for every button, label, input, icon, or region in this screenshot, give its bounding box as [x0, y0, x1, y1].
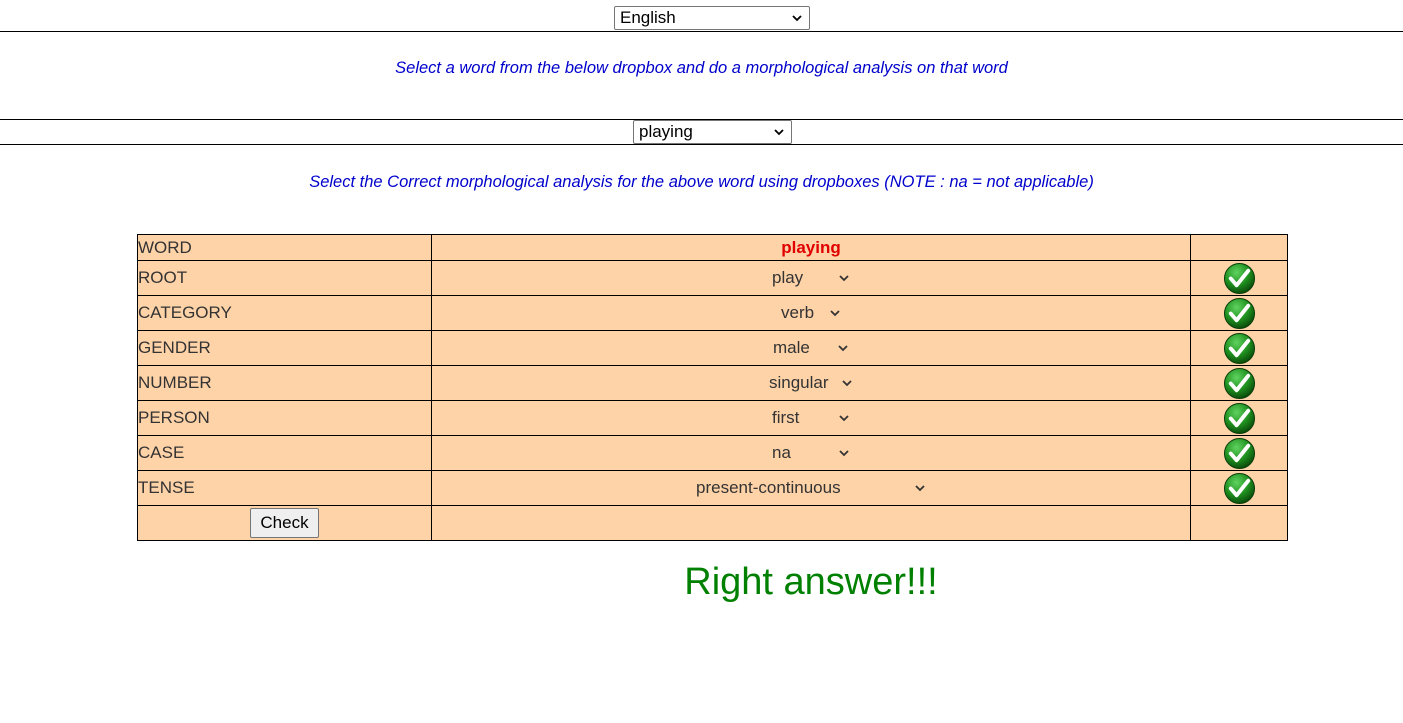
category-status-cell — [1191, 296, 1288, 331]
check-icon — [1223, 262, 1256, 295]
tense-status-cell — [1191, 471, 1288, 506]
check-icon — [1223, 472, 1256, 505]
tense-select-value: present-continuous — [696, 478, 841, 497]
word-label: WORD — [138, 235, 432, 261]
person-select[interactable] — [768, 406, 854, 430]
check-button-cell — [138, 506, 432, 541]
check-button[interactable]: Check — [250, 508, 318, 538]
tense-label: TENSE — [138, 471, 432, 506]
person-label: PERSON — [138, 401, 432, 436]
table-row-actions — [138, 506, 1288, 541]
table-row-tense — [138, 471, 1288, 506]
case-select[interactable] — [768, 441, 854, 465]
table-row-case — [138, 436, 1288, 471]
gender-value-cell — [432, 331, 1191, 366]
word-bar — [0, 119, 1403, 145]
gender-label: GENDER — [138, 331, 432, 366]
result-status-cell — [1191, 506, 1288, 541]
case-select-value: na — [772, 443, 791, 462]
person-value-cell — [432, 401, 1191, 436]
category-label: CATEGORY — [138, 296, 432, 331]
number-label: NUMBER — [138, 366, 432, 401]
case-status-cell — [1191, 436, 1288, 471]
chevron-down-icon — [773, 126, 785, 138]
check-icon — [1223, 297, 1256, 330]
word-select-value: playing — [639, 122, 693, 141]
category-select-value: verb — [781, 303, 815, 322]
morphology-table — [137, 234, 1288, 603]
table-row-number — [138, 366, 1288, 401]
table-row-root — [138, 261, 1288, 296]
select-analysis-instruction: Select the Correct morphological analysis for the above word using dropboxes (NOTE : na = not applicable) — [309, 173, 1094, 191]
chevron-down-icon — [914, 482, 926, 494]
person-status-cell — [1191, 401, 1288, 436]
person-select-value: first — [772, 408, 800, 427]
chevron-down-icon — [829, 307, 841, 319]
chevron-down-icon — [791, 12, 803, 24]
word-select[interactable] — [633, 120, 792, 144]
gender-select-value: male — [773, 338, 810, 357]
language-select[interactable] — [614, 6, 810, 30]
chevron-down-icon — [841, 377, 853, 389]
select-word-instruction: Select a word from the below dropbox and do a morphological analysis on that word — [395, 59, 1008, 77]
gender-select[interactable] — [769, 336, 853, 360]
number-value-cell — [432, 366, 1191, 401]
result-message: Right answer!!! — [684, 561, 938, 603]
check-icon — [1223, 402, 1256, 435]
chevron-down-icon — [838, 272, 850, 284]
word-status-cell — [1191, 235, 1288, 261]
chevron-down-icon — [837, 342, 849, 354]
tense-value-cell — [432, 471, 1191, 506]
category-select[interactable] — [777, 301, 845, 325]
case-value-cell — [432, 436, 1191, 471]
number-status-cell — [1191, 366, 1288, 401]
language-select-value: English — [620, 8, 676, 27]
tense-select[interactable] — [692, 476, 930, 500]
check-icon — [1223, 437, 1256, 470]
root-status-cell — [1191, 261, 1288, 296]
category-value-cell — [432, 296, 1191, 331]
word-value: playing — [781, 237, 841, 257]
root-select[interactable] — [768, 266, 854, 290]
result-cell — [432, 506, 1191, 603]
root-label: ROOT — [138, 261, 432, 296]
table-row-person — [138, 401, 1288, 436]
case-label: CASE — [138, 436, 432, 471]
chevron-down-icon — [838, 412, 850, 424]
table-row-category — [138, 296, 1288, 331]
chevron-down-icon — [838, 447, 850, 459]
table-row-gender — [138, 331, 1288, 366]
check-icon — [1223, 367, 1256, 400]
language-bar — [0, 0, 1403, 32]
check-icon — [1223, 332, 1256, 365]
word-value-cell — [432, 235, 1191, 261]
root-select-value: play — [772, 268, 804, 287]
table-row-word — [138, 235, 1288, 261]
root-value-cell — [432, 261, 1191, 296]
number-select[interactable] — [765, 371, 857, 395]
gender-status-cell — [1191, 331, 1288, 366]
number-select-value: singular — [769, 373, 829, 392]
